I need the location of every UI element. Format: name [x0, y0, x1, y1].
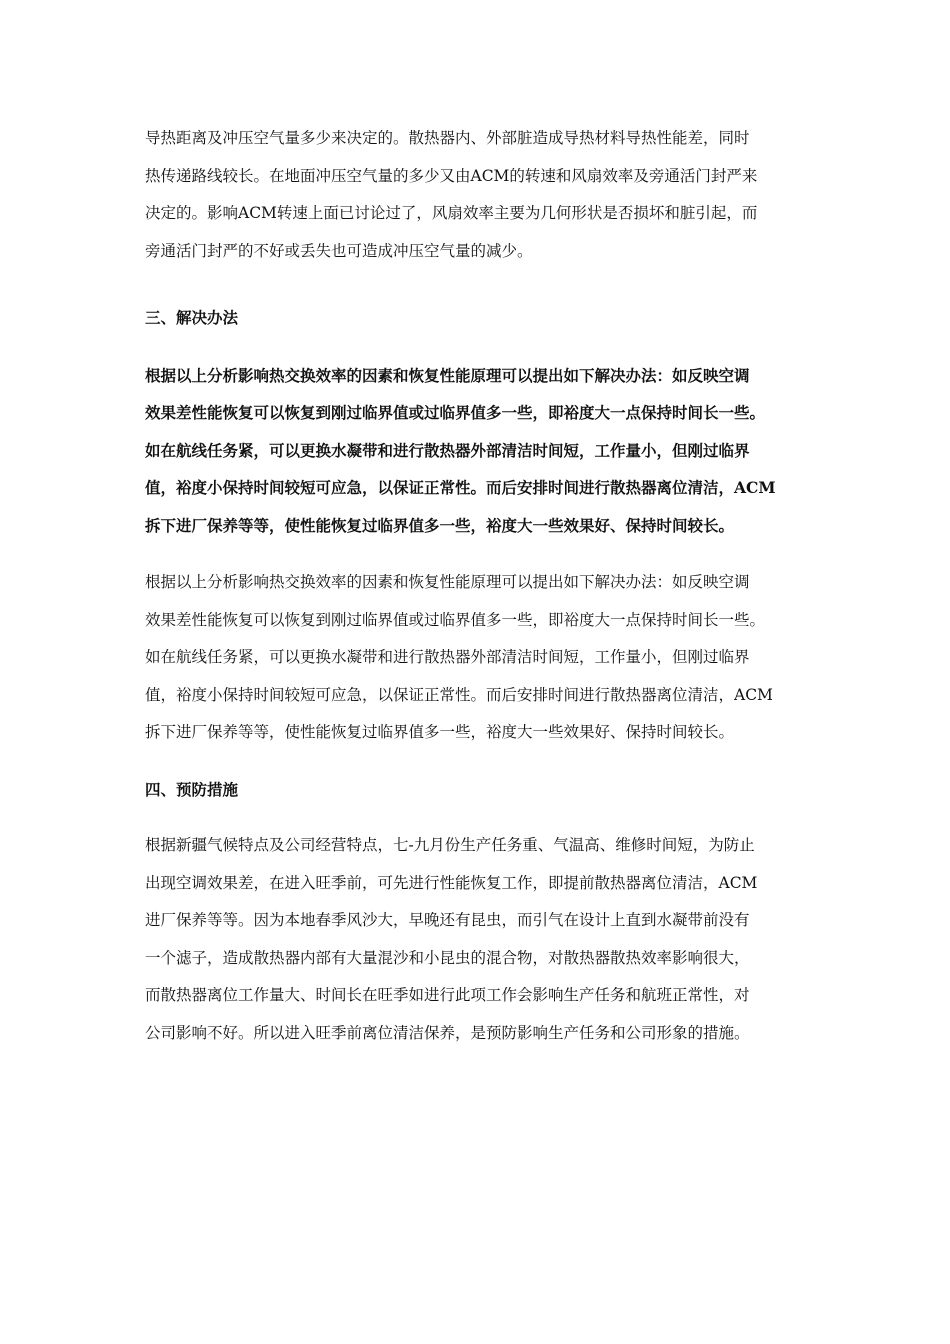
text-line: 值，裕度小保持时间较短可应急，以保证正常性。而后安排时间进行散热器离位清洁，ACM — [145, 478, 776, 497]
text-line: 效果差性能恢复可以恢复到刚过临界值或过临界值多一些，即裕度大一点保持时间长一些。 — [145, 403, 766, 422]
document-body — [145, 120, 810, 1052]
text-line: 导热距离及冲压空气量多少来决定的。散热器内、外部脏造成导热材料导热性能差，同时 — [145, 129, 750, 147]
text-line: 如在航线任务紧，可以更换水凝带和进行散热器外部清洁时间短，工作量小，但刚过临界 — [145, 440, 750, 460]
text-line: 效果差性能恢复可以恢复到刚过临界值或过临界值多一些，即裕度大一点保持时间长一些。 — [145, 610, 766, 629]
text-line: 根据以上分析影响热交换效率的因素和恢复性能原理可以提出如下解决办法：如反映空调 — [145, 573, 750, 591]
text-line: 拆下进厂保养等等，使性能恢复过临界值多一些，裕度大一些效果好、保持时间较长。 — [145, 723, 735, 741]
paragraph-heat-transfer — [145, 120, 810, 270]
text-line: 决定的。影响ACM转速上面已讨论过了，风扇效率主要为几何形状是否损坏和脏引起，而 — [145, 204, 758, 222]
paragraph-prevention — [145, 827, 810, 1052]
text-line: 如在航线任务紧，可以更换水凝带和进行散热器外部清洁时间短，工作量小，但刚过临界 — [145, 648, 750, 666]
section-heading-solutions: 三、解决办法 — [145, 308, 239, 327]
text-line: 热传递路线较长。在地面冲压空气量的多少又由ACM的转速和风扇效率及旁通活门封严来 — [145, 166, 758, 185]
text-line: 而散热器离位工作量大、时间长在旺季如进行此项工作会影响生产任务和航班正常性，对 — [145, 986, 750, 1004]
text-line: 进厂保养等等。因为本地春季风沙大，早晚还有昆虫，而引气在设计上直到水凝带前没有 — [145, 911, 750, 929]
text-line: 根据以上分析影响热交换效率的因素和恢复性能原理可以提出如下解决办法：如反映空调 — [145, 365, 750, 385]
text-line: 公司影响不好。所以进入旺季前离位清洁保养，是预防影响生产任务和公司形象的措施。 — [145, 1023, 750, 1042]
text-line: 一个滤子，造成散热器内部有大量混沙和小昆虫的混合物，对散热器散热效率影响很大， — [145, 948, 750, 967]
text-line: 拆下进厂保养等等，使性能恢复过临界值多一些，裕度大一些效果好、保持时间较长。 — [145, 515, 735, 535]
paragraph-solutions-bold — [145, 357, 810, 545]
text-line: 值，裕度小保持时间较短可应急，以保证正常性。而后安排时间进行散热器离位清洁，ACM — [145, 685, 773, 704]
text-line: 出现空调效果差，在进入旺季前，可先进行性能恢复工作，即提前散热器离位清洁，ACM — [145, 873, 758, 892]
text-line: 根据新疆气候特点及公司经营特点，七-九月份生产任务重、气温高、维修时间短，为防止 — [145, 836, 755, 854]
text-line: 旁通活门封严的不好或丢失也可造成冲压空气量的减少。 — [145, 241, 533, 260]
section-heading-prevention: 四、预防措施 — [145, 779, 239, 799]
paragraph-solutions — [145, 564, 810, 752]
